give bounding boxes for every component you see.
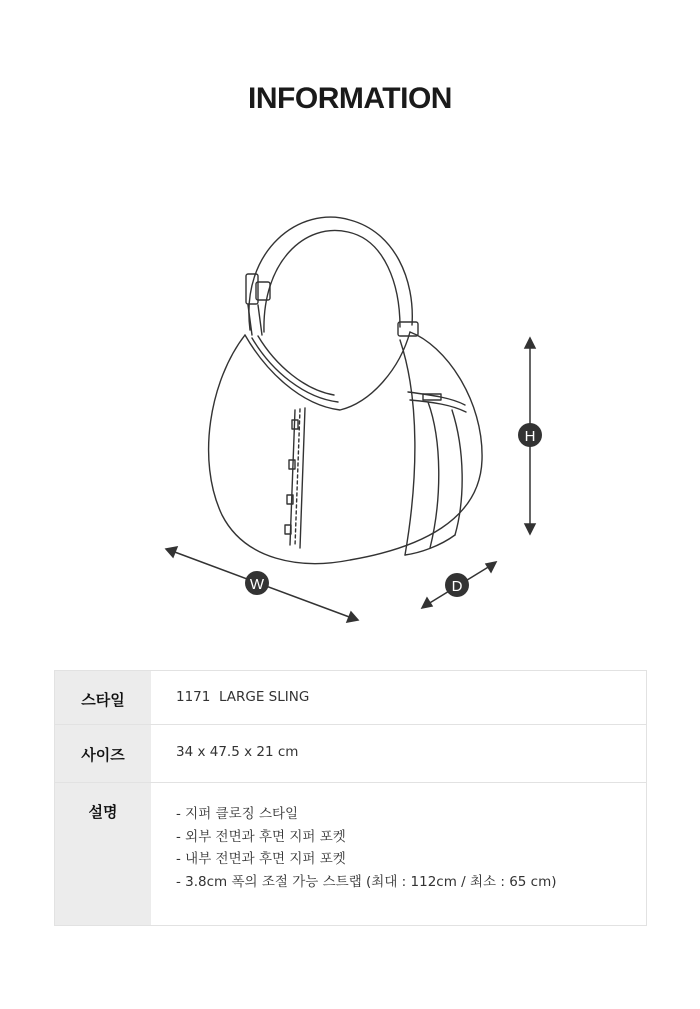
spec-value-size: 34 x 47.5 x 21 cm	[151, 725, 647, 783]
bag-strap	[249, 217, 412, 330]
description-list	[176, 803, 645, 893]
svg-text:D: D	[451, 578, 463, 595]
svg-text:H: H	[524, 428, 536, 445]
spec-value-style: 1171 LARGE SLING	[176, 689, 310, 705]
spec-table	[54, 670, 647, 926]
bag-dimension-illustration	[150, 205, 536, 635]
spec-row-style	[55, 671, 647, 725]
spec-label-description: 설명	[55, 783, 152, 926]
description-item: - 3.8cm 폭의 조절 가능 스트랩 (최대 : 112cm / 최소 : 65 cm)	[176, 873, 557, 890]
bag-line-drawing	[150, 205, 536, 635]
description-item: - 외부 전면과 후면 지퍼 포켓	[176, 828, 346, 845]
spec-row-size	[55, 725, 647, 783]
spec-row-description	[55, 783, 647, 926]
description-item: - 지퍼 클로징 스타일	[176, 806, 299, 822]
depth-marker	[445, 573, 469, 597]
page-title: INFORMATION	[248, 82, 452, 115]
height-marker	[518, 423, 542, 447]
spec-label-style: 스타일	[55, 671, 152, 725]
width-marker	[245, 571, 269, 595]
description-item: - 내부 전면과 후면 지퍼 포켓	[176, 851, 346, 867]
svg-text:W: W	[249, 576, 265, 593]
bag-body	[209, 332, 482, 564]
spec-value-description	[151, 783, 647, 926]
spec-label-size: 사이즈	[55, 725, 152, 783]
